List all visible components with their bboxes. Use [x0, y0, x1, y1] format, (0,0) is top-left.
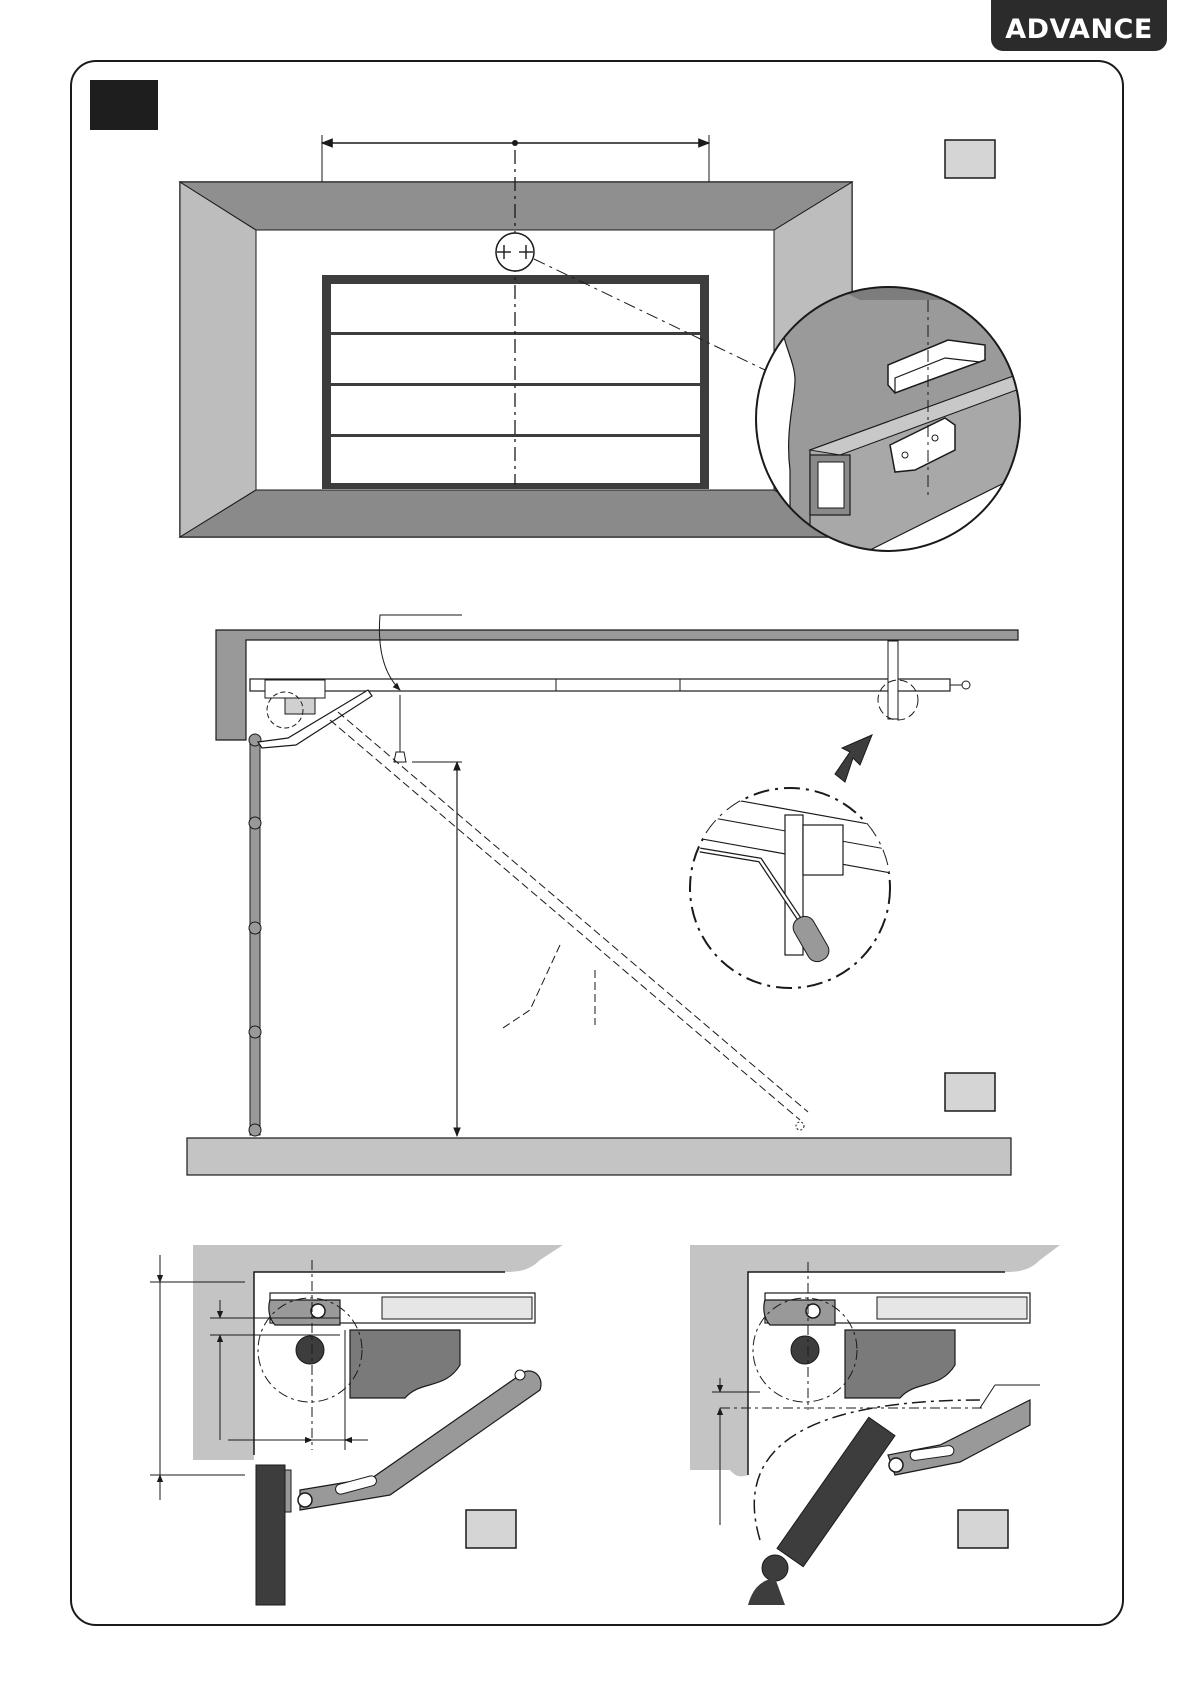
motor-housing-d [845, 1330, 955, 1398]
figure-label-box-d [958, 1510, 1008, 1548]
detail-closed-figure [150, 1245, 563, 1605]
rear-hanger [888, 641, 898, 719]
operator-rail [250, 679, 950, 691]
door-side-section [250, 740, 260, 1135]
door-leaf-c [256, 1465, 285, 1605]
motor-housing-c [350, 1330, 460, 1398]
door-leaf-d [777, 1417, 895, 1566]
detail-open-figure [690, 1245, 1060, 1605]
floor [187, 1138, 1011, 1175]
front-view-figure [180, 135, 1030, 560]
figure-label-box-a [945, 140, 995, 178]
brand-logo-text: ADVANCE [1005, 14, 1153, 45]
door-arm-d [888, 1400, 1030, 1475]
side-view-figure [187, 615, 1018, 1175]
figure-label-box-b [945, 1073, 995, 1111]
detail-pointer-arrow [835, 735, 872, 782]
figure-label-box-c [466, 1510, 516, 1548]
